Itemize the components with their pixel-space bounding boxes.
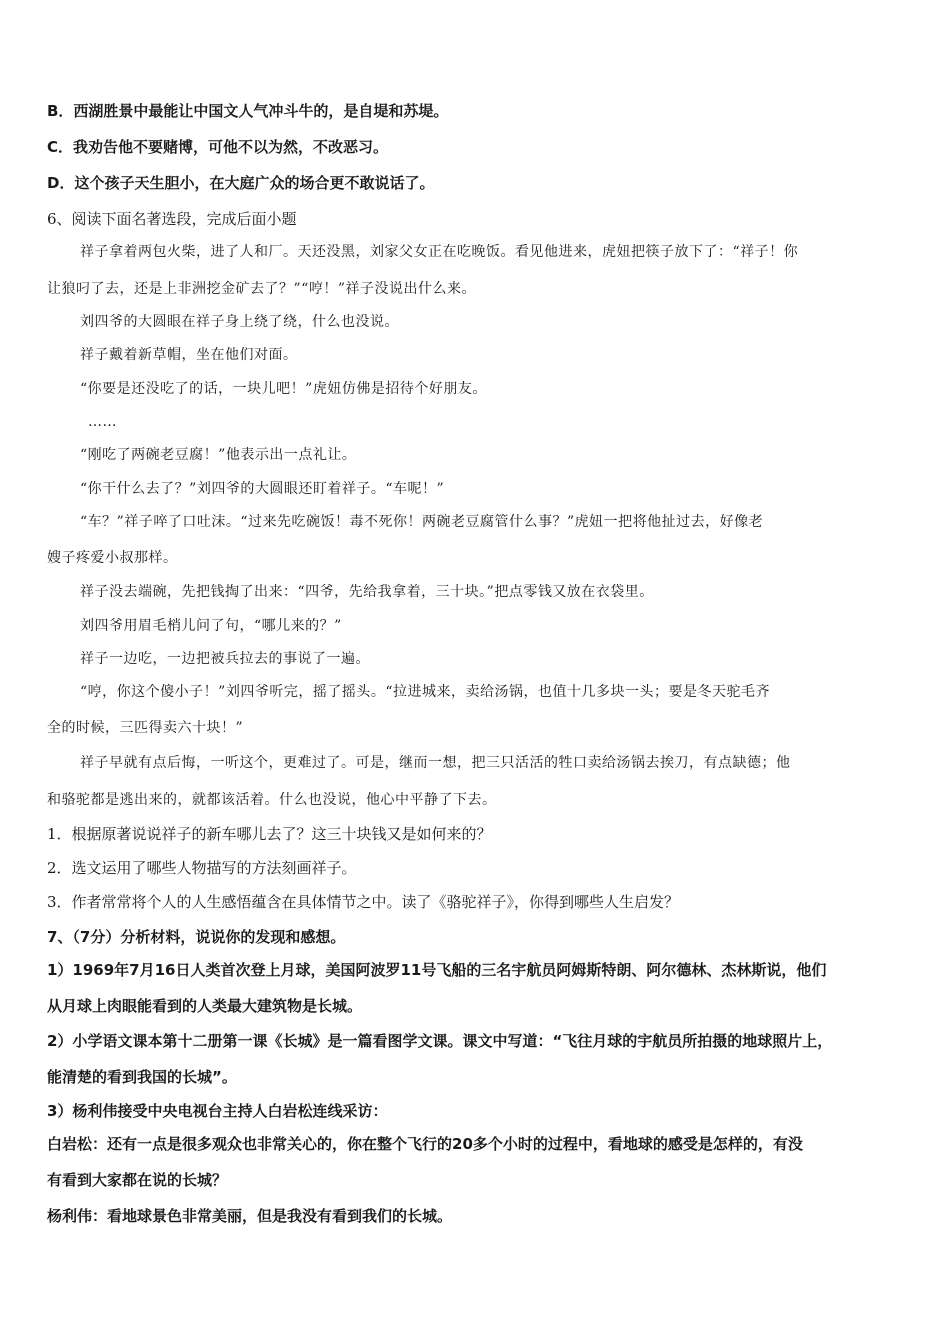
- passage-line: “你干什么去了？”刘四爷的大圆眼还盯着祥子。“车呢！”: [80, 481, 445, 497]
- passage-line: 让狼叼了去，还是上非洲挖金矿去了？”“哼！”祥子没说出什么来。: [47, 281, 476, 297]
- passage-line: 祥子戴着新草帽，坐在他们对面。: [80, 347, 298, 363]
- passage-line: 祥子一边吃，一边把被兵拉去的事说了一遍。: [80, 651, 370, 667]
- passage-line: 嫂子疼爱小叔那样。: [47, 550, 178, 566]
- q6-question-3: 3．作者常常将个人的人生感悟蕴含在具体情节之中。读了《骆驼祥子》，你得到哪些人生启发？: [47, 893, 680, 911]
- passage-line: “哼，你这个傻小子！”刘四爷听完，摇了摇头。“拉进城来，卖给汤锅，也值十几多块一头；要是冬天驼毛齐: [80, 684, 770, 700]
- q7-material-1-line: 从月球上肉眼能看到的人类最大建筑物是长城。: [47, 997, 363, 1015]
- q7-material-3-title: 3）杨利伟接受中央电视台主持人白岩松连线采访：: [47, 1102, 388, 1120]
- q7-bai-yansong-line: 有看到大家都在说的长城？: [47, 1171, 228, 1189]
- q7-material-2-line: 能清楚的看到我国的长城”。: [47, 1068, 237, 1086]
- passage-line: “刚吃了两碗老豆腐！”他表示出一点礼让。: [80, 447, 357, 463]
- passage-ellipsis: ……: [88, 414, 117, 430]
- passage-line: 刘四爷的大圆眼在祥子身上绕了绕，什么也没说。: [80, 314, 399, 330]
- passage-line: 和骆驼都是逃出来的，就都该活着。什么也没说，他心中平静了下去。: [47, 792, 497, 808]
- q7-material-2-line: 2）小学语文课本第十二册第一课《长城》是一篇看图学文课。课文中写道：“飞往月球的宇航员所拍摄的地球照片上，: [47, 1032, 833, 1050]
- q7-yang-liwei-line: 杨利伟：看地球景色非常美丽，但是我没有看到我们的长城。: [47, 1207, 453, 1225]
- option-b: B．西湖胜景中最能让中国文人气冲斗牛的，是自堤和苏堤。: [47, 102, 449, 120]
- passage-line: 刘四爷用眉毛梢儿问了句，“哪儿来的？”: [80, 618, 342, 634]
- q7-material-1-line: 1）1969年7月16日人类首次登上月球，美国阿波罗11号飞船的三名宇航员阿姆斯特朗、阿尔德林、杰林斯说，他们: [47, 961, 827, 979]
- passage-line: 祥子没去端碗，先把钱掏了出来：“四爷，先给我拿着，三十块。”把点零钱又放在衣袋里。: [80, 584, 654, 600]
- q7-title: 7、（7分）分析材料，说说你的发现和感想。: [47, 928, 346, 946]
- passage-line: 祥子拿着两包火柴，进了人和厂。天还没黑，刘家父女正在吃晚饭。看见他进来，虎妞把筷子放下了：“祥子！你: [80, 244, 799, 260]
- q6-title: 6、阅读下面名著选段，完成后面小题: [47, 210, 297, 228]
- passage-line: 全的时候，三匹得卖六十块！”: [47, 720, 244, 736]
- q6-question-1: 1．根据原著说说祥子的新车哪儿去了？这三十块钱又是如何来的？: [47, 825, 492, 843]
- q7-bai-yansong-line: 白岩松：还有一点是很多观众也非常关心的，你在整个飞行的20多个小时的过程中，看地球的感受是怎样的，有没: [47, 1135, 803, 1153]
- passage-line: “你要是还没吃了的话，一块儿吧！”虎妞仿佛是招待个好朋友。: [80, 381, 487, 397]
- passage-line: 祥子早就有点后悔，一听这个，更难过了。可是，继而一想，把三只活活的牲口卖给汤锅去挨刀，有点缺德；他: [80, 755, 791, 771]
- q6-question-2: 2．选文运用了哪些人物描写的方法刻画祥子。: [47, 859, 357, 877]
- option-c: C．我劝告他不要赌博，可他不以为然，不改恶习。: [47, 138, 389, 156]
- option-d: D．这个孩子天生胆小，在大庭广众的场合更不敢说话了。: [47, 174, 435, 192]
- passage-line: “车？”祥子啐了口吐沫。“过来先吃碗饭！毒不死你！两碗老豆腐管什么事？”虎妞一把将他扯过去，好像老: [80, 514, 764, 530]
